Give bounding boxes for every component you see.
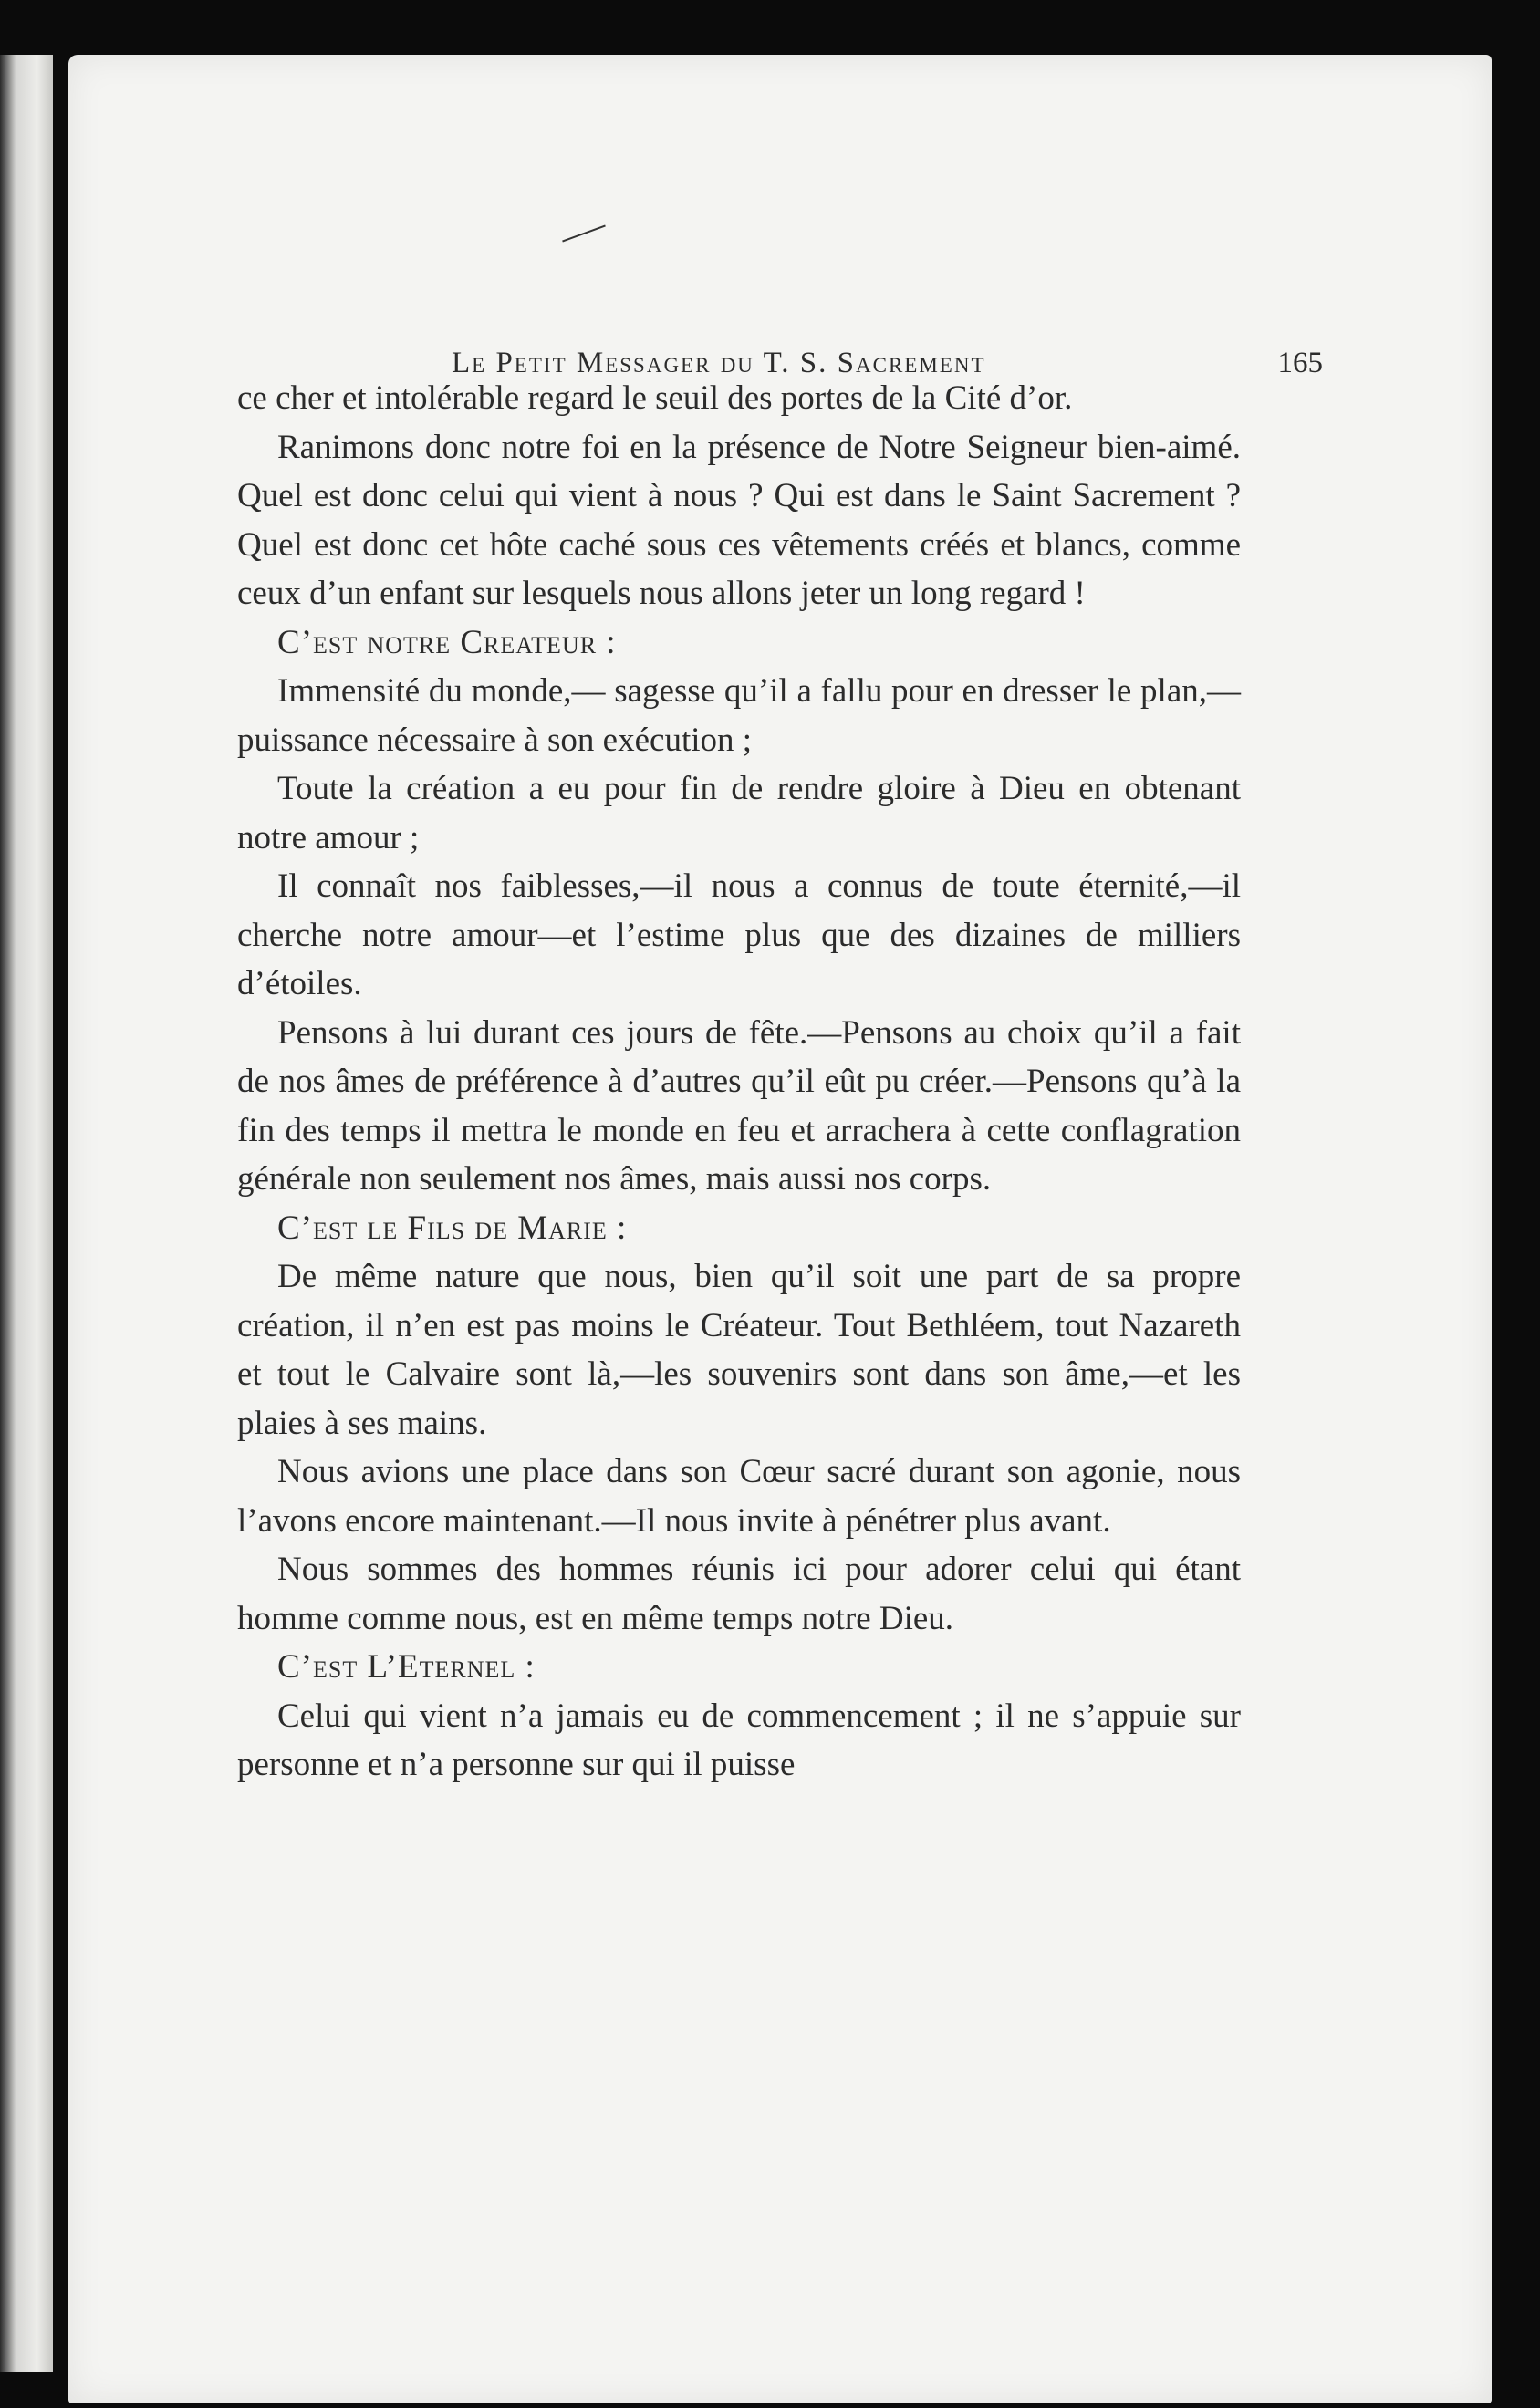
section-heading: C’est le Fils de Marie : — [277, 1209, 628, 1247]
pen-stroke-mark — [562, 225, 606, 243]
running-head-title: Le Petit Messager du T. S. Sacrement — [452, 347, 986, 379]
paragraph: Pensons à lui durant ces jours de fête.—Pensons au choix qu’il a fait de nos âmes de préférence à d’autres qu’il eût pu créer.—Pensons qu’à la fin des temps il mettra le monde en feu et arrachera à cette conflagration générale non seulement nos âmes, mais aussi nos corps. — [237, 1013, 1241, 1198]
page-number: 165 — [1277, 347, 1323, 379]
paragraph: Il connaît nos faiblesses,—il nous a connus de toute éternité,—il cherche notre amour—et l’estime plus que des dizaines de milliers d’étoiles. — [237, 867, 1241, 1002]
body-text — [237, 374, 1241, 1790]
paragraph: Toute la création a eu pour fin de rendre gloire à Dieu en obtenant notre amour ; — [237, 770, 1241, 856]
paragraph: Celui qui vient n’a jamais eu de commencement ; il ne s’appuie sur personne et n’a personne sur qui il puisse — [237, 1697, 1241, 1783]
paragraph: Nous avions une place dans son Cœur sacré durant son agonie, nous l’avons encore maintenant.—Il nous invite à pénétrer plus avant. — [237, 1453, 1241, 1540]
adjacent-page-edge — [0, 55, 53, 2372]
section-heading: C’est notre Createur : — [277, 623, 617, 661]
paragraph-continued: ce cher et intolérable regard le seuil des portes de la Cité d’or. — [237, 379, 1073, 417]
paragraph: Immensité du monde,— sagesse qu’il a fallu pour en dresser le plan,—puissance nécessaire à son exécution ; — [237, 672, 1241, 759]
paragraph: Ranimons donc notre foi en la présence de Notre Seigneur bien-aimé. Quel est donc celui qui vient à nous ? Qui est dans le Saint Sacrement ? Quel est donc cet hôte caché sous ces vêtements créés et blancs, comme ceux d’un enfant sur lesquels nous allons jeter un long regard ! — [237, 428, 1241, 612]
paragraph: Nous sommes des hommes réunis ici pour adorer celui qui étant homme comme nous, est en même temps notre Dieu. — [237, 1551, 1241, 1637]
paragraph: De même nature que nous, bien qu’il soit une part de sa propre création, il n’en est pas moins le Créateur. Tout Bethléem, tout Nazareth et tout le Calvaire sont là,—les souvenirs sont dans son âme,—et les plaies à ses mains. — [237, 1258, 1241, 1442]
section-heading: C’est L’Eternel : — [277, 1648, 536, 1686]
